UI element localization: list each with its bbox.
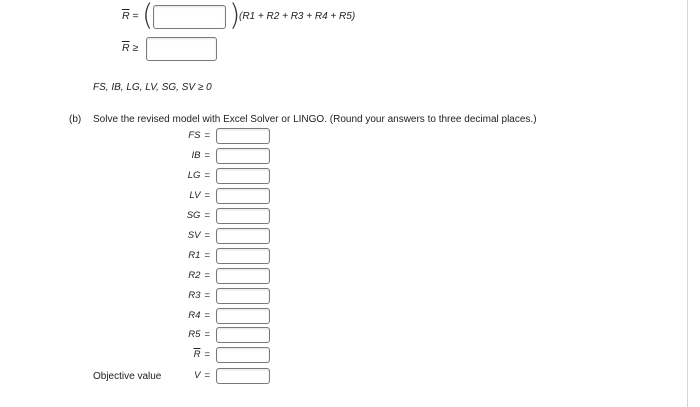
equals-sign: = — [204, 210, 210, 221]
rbar-equation-label — [122, 10, 139, 22]
var-name: SG — [186, 210, 201, 221]
var-label-lv — [150, 190, 210, 201]
var-label-r5 — [150, 329, 210, 340]
var-name: IB — [191, 150, 201, 161]
objective-value-label: Objective value — [93, 371, 162, 382]
var-name: LV — [189, 190, 201, 201]
answer-input-r3[interactable] — [216, 288, 270, 304]
answer-input-lv[interactable] — [216, 188, 270, 204]
answer-input-fs[interactable] — [216, 128, 270, 144]
answer-input-r5[interactable] — [216, 327, 270, 343]
var-name: R4 — [188, 310, 201, 321]
var-label-fs — [150, 130, 210, 141]
equals-sign: = — [204, 250, 210, 261]
equals-sign: = — [204, 370, 210, 381]
equals-sign: = — [204, 310, 210, 321]
var-label-r-bar — [150, 349, 210, 360]
answer-input-ib[interactable] — [216, 148, 270, 164]
equals-sign: = — [204, 130, 210, 141]
part-b-label: (b) — [69, 114, 82, 125]
var-label-r3 — [150, 290, 210, 301]
var-label-sv — [150, 230, 210, 241]
ge-sign: ≥ — [132, 42, 139, 54]
equals-sign: = — [204, 170, 210, 181]
equals-sign: = — [204, 190, 210, 201]
answer-input-v[interactable] — [216, 368, 270, 384]
var-name: R3 — [188, 290, 201, 301]
var-name: FS — [188, 130, 201, 141]
equals-sign: = — [204, 230, 210, 241]
rbar-symbol: $\overline{R}$ — [122, 10, 130, 22]
answer-input-r-bar[interactable] — [216, 347, 270, 363]
close-paren: ) — [229, 0, 241, 32]
answer-input-sv[interactable] — [216, 228, 270, 244]
equals-sign: = — [204, 290, 210, 301]
var-label-r2 — [150, 270, 210, 281]
nonnegativity-constraint: FS, IB, LG, LV, SG, SV ≥ 0 — [93, 82, 212, 93]
equals-sign: = — [204, 150, 210, 161]
rbar-expression: (R1 + R2 + R3 + R4 + R5) — [239, 11, 356, 22]
answer-input-sg[interactable] — [216, 208, 270, 224]
var-name: SV — [187, 230, 201, 241]
answer-input-lg[interactable] — [216, 168, 270, 184]
rbar-coefficient-input[interactable] — [153, 5, 226, 29]
equals-sign: = — [204, 270, 210, 281]
var-name: LG — [187, 170, 201, 181]
var-label-lg — [150, 170, 210, 181]
var-label-sg — [150, 210, 210, 221]
var-label-r1 — [150, 250, 210, 261]
equals-sign: = — [204, 349, 210, 360]
var-name: R1 — [188, 250, 201, 261]
part-b-instruction: Solve the revised model with Excel Solver or LINGO. (Round your answers to three decimal places.) — [93, 114, 537, 125]
var-label-r4 — [150, 310, 210, 321]
answer-input-r2[interactable] — [216, 268, 270, 284]
rbar-ge-label — [122, 42, 138, 54]
var-label-ib — [150, 150, 210, 161]
equals-sign: = — [204, 329, 210, 340]
answer-input-r4[interactable] — [216, 308, 270, 324]
var-name: R2 — [188, 270, 201, 281]
answer-input-r1[interactable] — [216, 248, 270, 264]
equals-sign: = — [132, 10, 139, 22]
open-paren: ( — [142, 0, 154, 32]
rbar-symbol: $\overline{R}$ — [122, 42, 130, 54]
var-name: $\overline{R}$ — [193, 349, 201, 360]
var-name: R5 — [188, 329, 201, 340]
var-name: V — [194, 370, 201, 381]
rbar-lower-bound-input[interactable] — [146, 37, 217, 61]
